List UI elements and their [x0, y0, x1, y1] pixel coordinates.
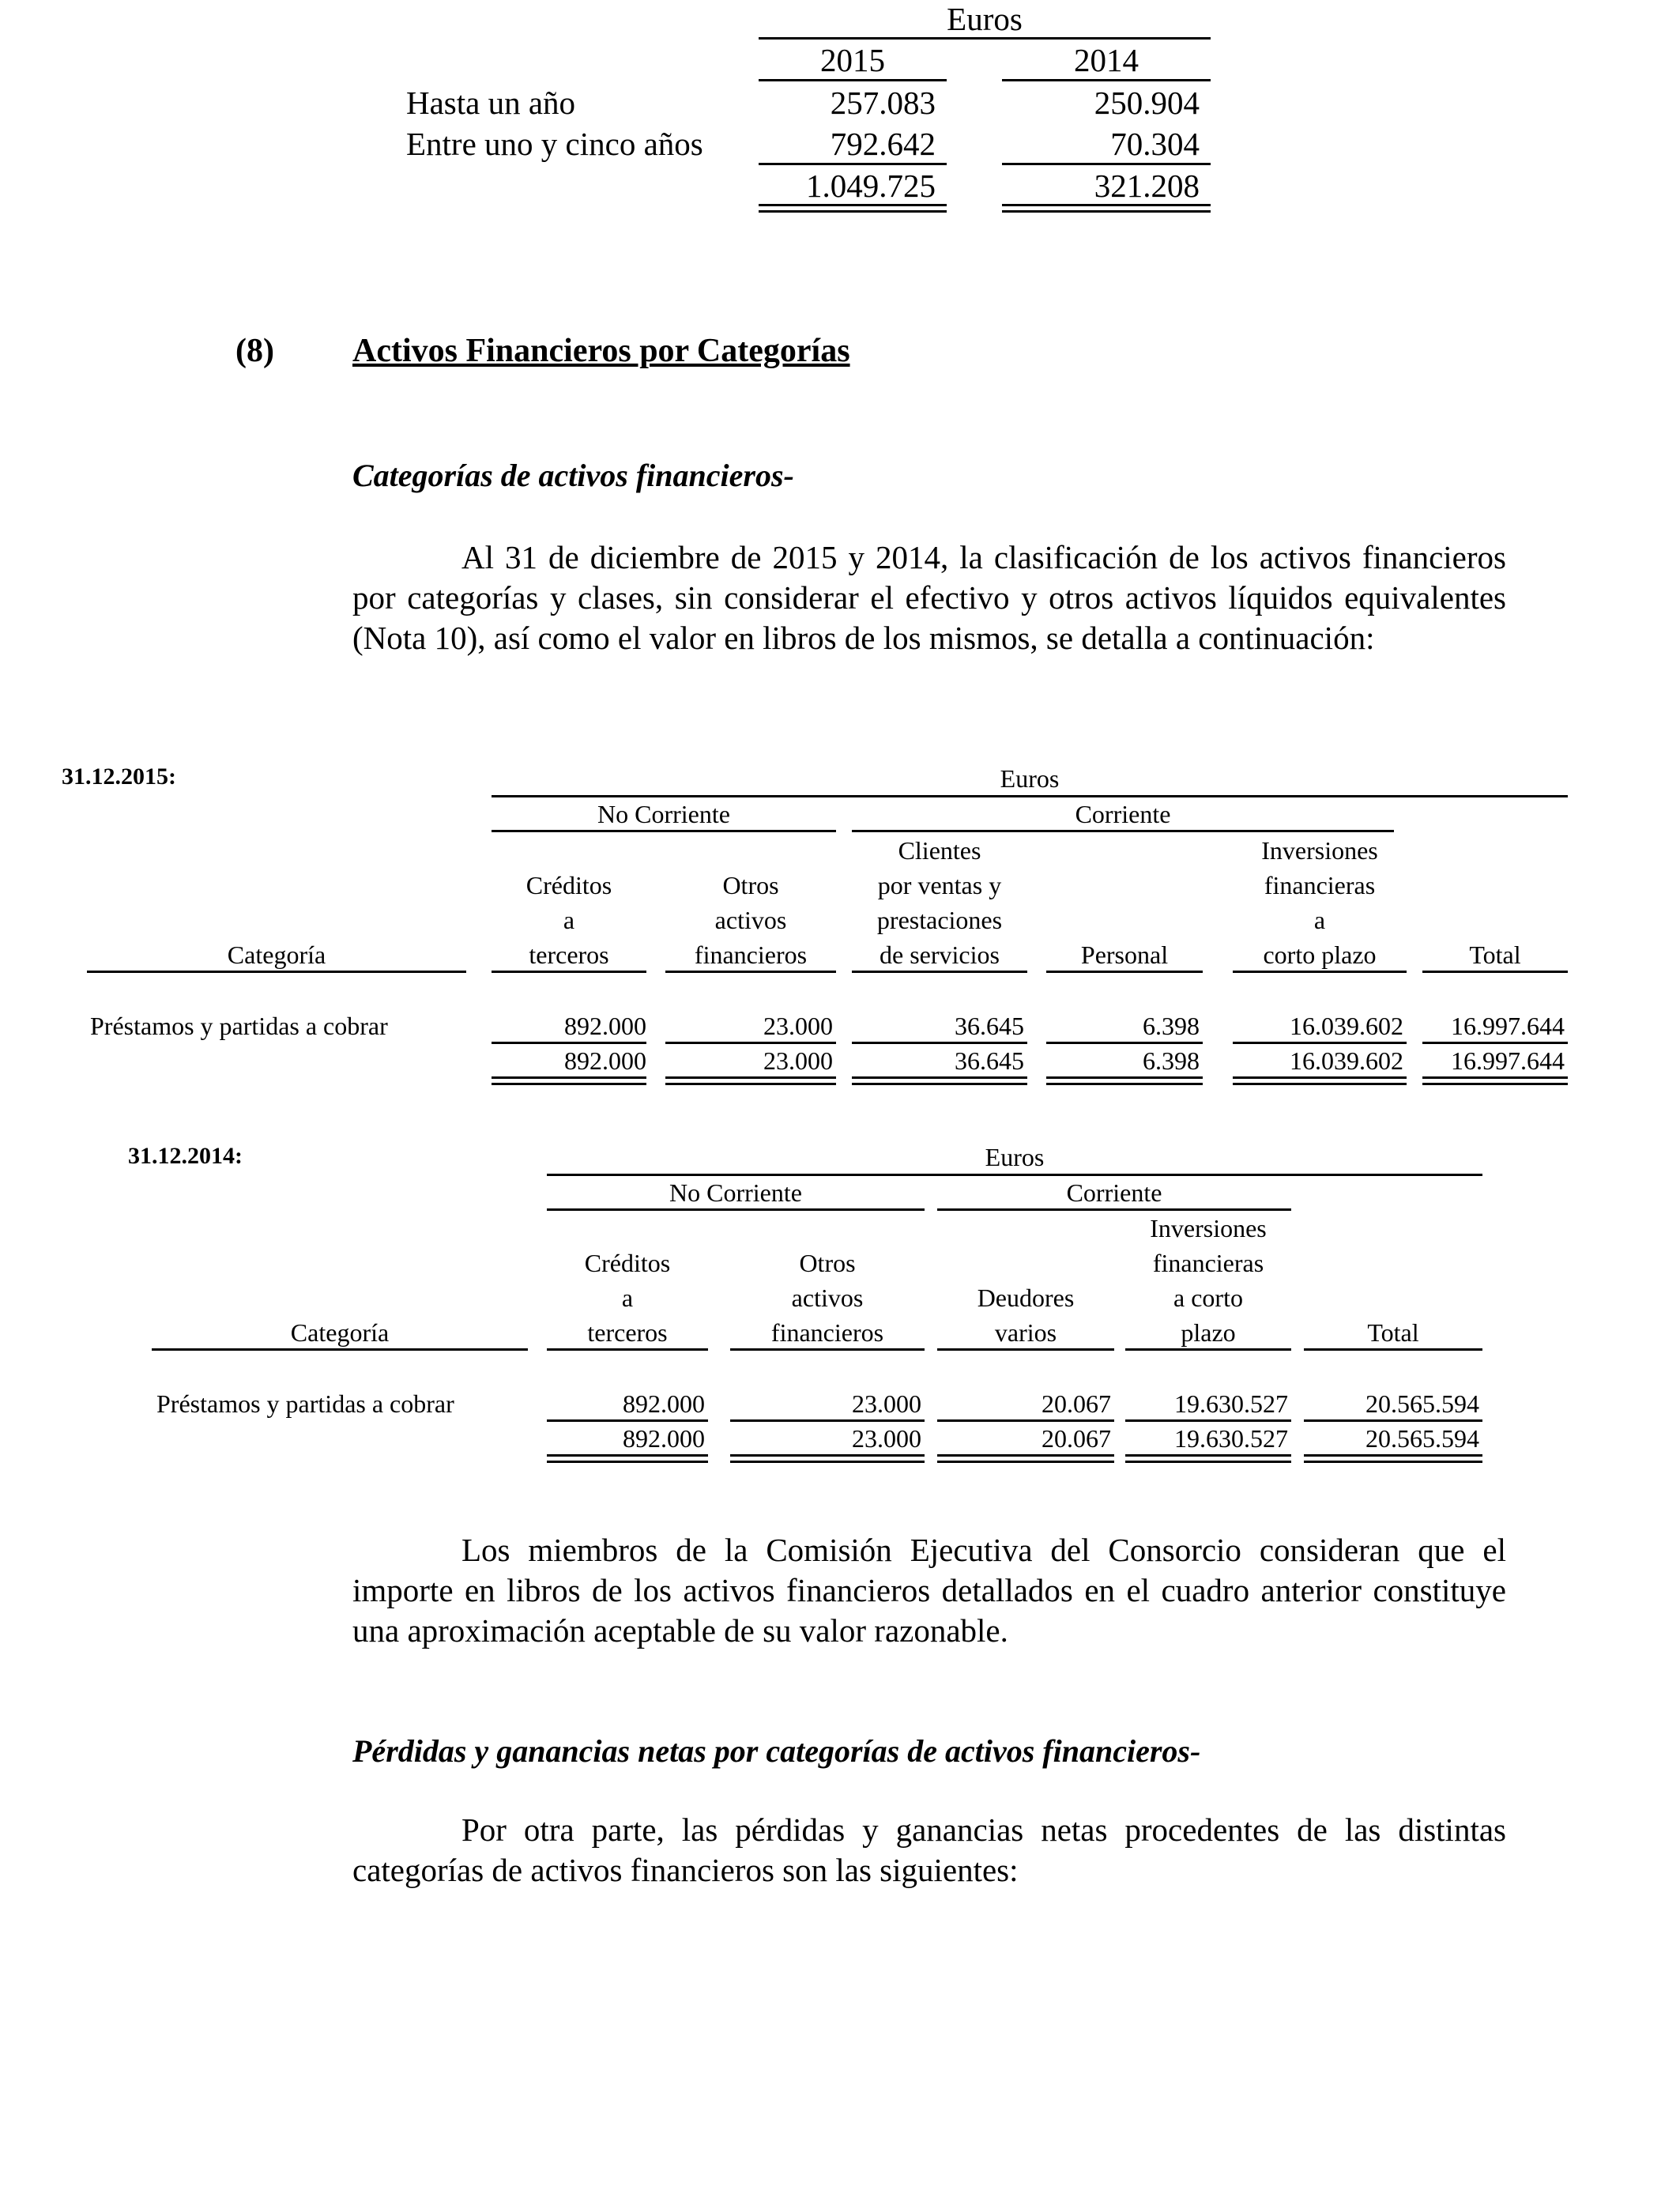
- total-value: 36.645: [955, 1046, 1024, 1075]
- column-header-line: de servicios: [880, 941, 1000, 969]
- maturity-value: 70.304: [1110, 126, 1200, 162]
- cell-value: 6.398: [1143, 1012, 1200, 1040]
- group-header-corriente: Corriente: [1066, 1178, 1162, 1207]
- column-header-line: Total: [1469, 941, 1521, 969]
- column-header-line: Créditos: [525, 871, 612, 899]
- cell-value: 16.039.602: [1290, 1012, 1403, 1040]
- divider: [87, 971, 466, 973]
- divider: [665, 971, 836, 973]
- cell-value: 20.565.594: [1365, 1389, 1479, 1418]
- row-label: Préstamos y partidas a cobrar: [156, 1389, 454, 1418]
- column-header-line: financieras: [1264, 871, 1376, 899]
- currency-header: Euros: [1000, 764, 1060, 793]
- column-header-line: a: [563, 906, 575, 934]
- double-divider: [852, 1076, 1027, 1085]
- total-value: 6.398: [1143, 1046, 1200, 1075]
- table-date: 31.12.2014:: [128, 1143, 243, 1169]
- fair-value-text: Los miembros de la Comisión Ejecutiva del Consorcio consideran que el importe en libros de los activos financieros detallados en el cuadro anterior constituye una aproximación aceptable de su valor razonable.: [352, 1532, 1506, 1649]
- double-divider: [730, 1454, 925, 1463]
- double-divider: [1422, 1076, 1568, 1085]
- column-header-line: Deudores: [977, 1284, 1075, 1312]
- section-number: (8): [235, 333, 274, 369]
- total-value: 16.039.602: [1290, 1046, 1403, 1075]
- divider: [1422, 971, 1568, 973]
- maturity-total: 1.049.725: [806, 168, 936, 204]
- total-value: 20.565.594: [1365, 1424, 1479, 1453]
- column-header-line: terceros: [587, 1318, 668, 1347]
- column-header-line: financieros: [694, 941, 808, 969]
- column-header-line: Personal: [1080, 941, 1169, 969]
- column-header-line: plazo: [1181, 1318, 1236, 1347]
- column-header-line: Otros: [799, 1249, 856, 1277]
- maturity-value: 792.642: [830, 126, 936, 162]
- column-header-line: Total: [1367, 1318, 1419, 1347]
- cell-value: 23.000: [852, 1389, 921, 1418]
- total-value: 23.000: [763, 1046, 833, 1075]
- total-value: 892.000: [623, 1424, 705, 1453]
- gains-intro-paragraph: [352, 1810, 1506, 1891]
- maturity-currency-header: Euros: [947, 1, 1023, 37]
- maturity-total: 321.208: [1094, 168, 1200, 204]
- double-divider: [937, 1454, 1114, 1463]
- column-header-line: por ventas y: [877, 871, 1002, 899]
- cell-value: 16.997.644: [1451, 1012, 1565, 1040]
- group-header-no-corriente: No Corriente: [669, 1178, 802, 1207]
- cell-value: 23.000: [763, 1012, 833, 1040]
- column-header-line: corto plazo: [1263, 941, 1377, 969]
- column-header-line: a corto: [1173, 1284, 1243, 1312]
- divider: [547, 1208, 925, 1211]
- column-header-line: a: [621, 1284, 634, 1312]
- maturity-year-2015: 2015: [820, 42, 885, 78]
- divider: [852, 830, 1394, 832]
- divider: [759, 37, 1211, 40]
- divider: [547, 1348, 708, 1351]
- table-date: 31.12.2015:: [62, 763, 176, 790]
- divider: [492, 830, 836, 832]
- divider: [152, 1348, 528, 1351]
- divider: [759, 163, 947, 165]
- column-header-line: varios: [994, 1318, 1057, 1347]
- column-header-line: Inversiones: [1150, 1214, 1267, 1242]
- cell-value: 20.067: [1042, 1389, 1111, 1418]
- gains-subsection-title: Pérdidas y ganancias netas por categorías de activos financieros-: [352, 1733, 1201, 1769]
- intro-text: Al 31 de diciembre de 2015 y 2014, la clasificación de los activos financieros por categorías y clases, sin considerar el efectivo y otros activos líquidos equivalentes (Nota 10), así como el valor en libros de los mismos, se detalla a continuación:: [352, 539, 1506, 656]
- double-divider: [1233, 1076, 1407, 1085]
- fair-value-paragraph: [352, 1530, 1506, 1651]
- column-header-line: Inversiones: [1261, 836, 1378, 865]
- total-value: 23.000: [852, 1424, 921, 1453]
- double-divider: [547, 1454, 708, 1463]
- double-divider: [1046, 1076, 1203, 1085]
- column-header-line: Otros: [722, 871, 779, 899]
- section-title: Activos Financieros por Categorías: [352, 333, 850, 369]
- subsection-title: Categorías de activos financieros-: [352, 458, 794, 493]
- divider: [759, 79, 947, 81]
- double-divider: [1304, 1454, 1482, 1463]
- column-header-line: prestaciones: [876, 906, 1003, 934]
- total-value: 19.630.527: [1174, 1424, 1288, 1453]
- total-value: 892.000: [564, 1046, 646, 1075]
- maturity-row-label: Entre uno y cinco años: [406, 126, 703, 162]
- column-header-line: activos: [714, 906, 787, 934]
- maturity-value: 257.083: [830, 85, 936, 121]
- gains-intro-text: Por otra parte, las pérdidas y ganancias netas procedentes de las distintas categorías de activos financieros son las siguientes:: [352, 1811, 1506, 1888]
- column-header-categoria: Categoría: [290, 1318, 390, 1347]
- column-header-line: financieros: [770, 1318, 884, 1347]
- intro-paragraph: [352, 537, 1506, 658]
- cell-value: 892.000: [564, 1012, 646, 1040]
- column-header-line: Créditos: [584, 1249, 671, 1277]
- total-value: 20.067: [1042, 1424, 1111, 1453]
- column-header-line: Clientes: [898, 836, 981, 865]
- column-header-line: financieras: [1152, 1249, 1264, 1277]
- cell-value: 892.000: [623, 1389, 705, 1418]
- divider: [1002, 79, 1211, 81]
- divider: [1046, 971, 1203, 973]
- currency-header: Euros: [985, 1143, 1045, 1171]
- double-divider: [1125, 1454, 1291, 1463]
- divider: [1233, 971, 1407, 973]
- double-divider: [492, 1076, 646, 1085]
- maturity-row-label: Hasta un año: [406, 85, 576, 121]
- column-header-line: activos: [791, 1284, 864, 1312]
- maturity-year-2014: 2014: [1074, 42, 1139, 78]
- group-header-no-corriente: No Corriente: [597, 800, 730, 828]
- row-label: Préstamos y partidas a cobrar: [90, 1012, 388, 1040]
- divider: [1304, 1348, 1482, 1351]
- double-divider: [665, 1076, 836, 1085]
- group-header-corriente: Corriente: [1075, 800, 1171, 828]
- divider: [852, 971, 1027, 973]
- cell-value: 19.630.527: [1174, 1389, 1288, 1418]
- divider: [1125, 1348, 1291, 1351]
- column-header-line: terceros: [529, 941, 609, 969]
- divider: [1002, 163, 1211, 165]
- divider: [937, 1348, 1114, 1351]
- total-value: 16.997.644: [1451, 1046, 1565, 1075]
- double-divider: [1002, 204, 1211, 213]
- divider: [730, 1348, 925, 1351]
- column-header-line: a: [1313, 906, 1326, 934]
- column-header-categoria: Categoría: [227, 941, 326, 969]
- cell-value: 36.645: [955, 1012, 1024, 1040]
- divider: [492, 971, 646, 973]
- double-divider: [759, 204, 947, 213]
- maturity-value: 250.904: [1094, 85, 1200, 121]
